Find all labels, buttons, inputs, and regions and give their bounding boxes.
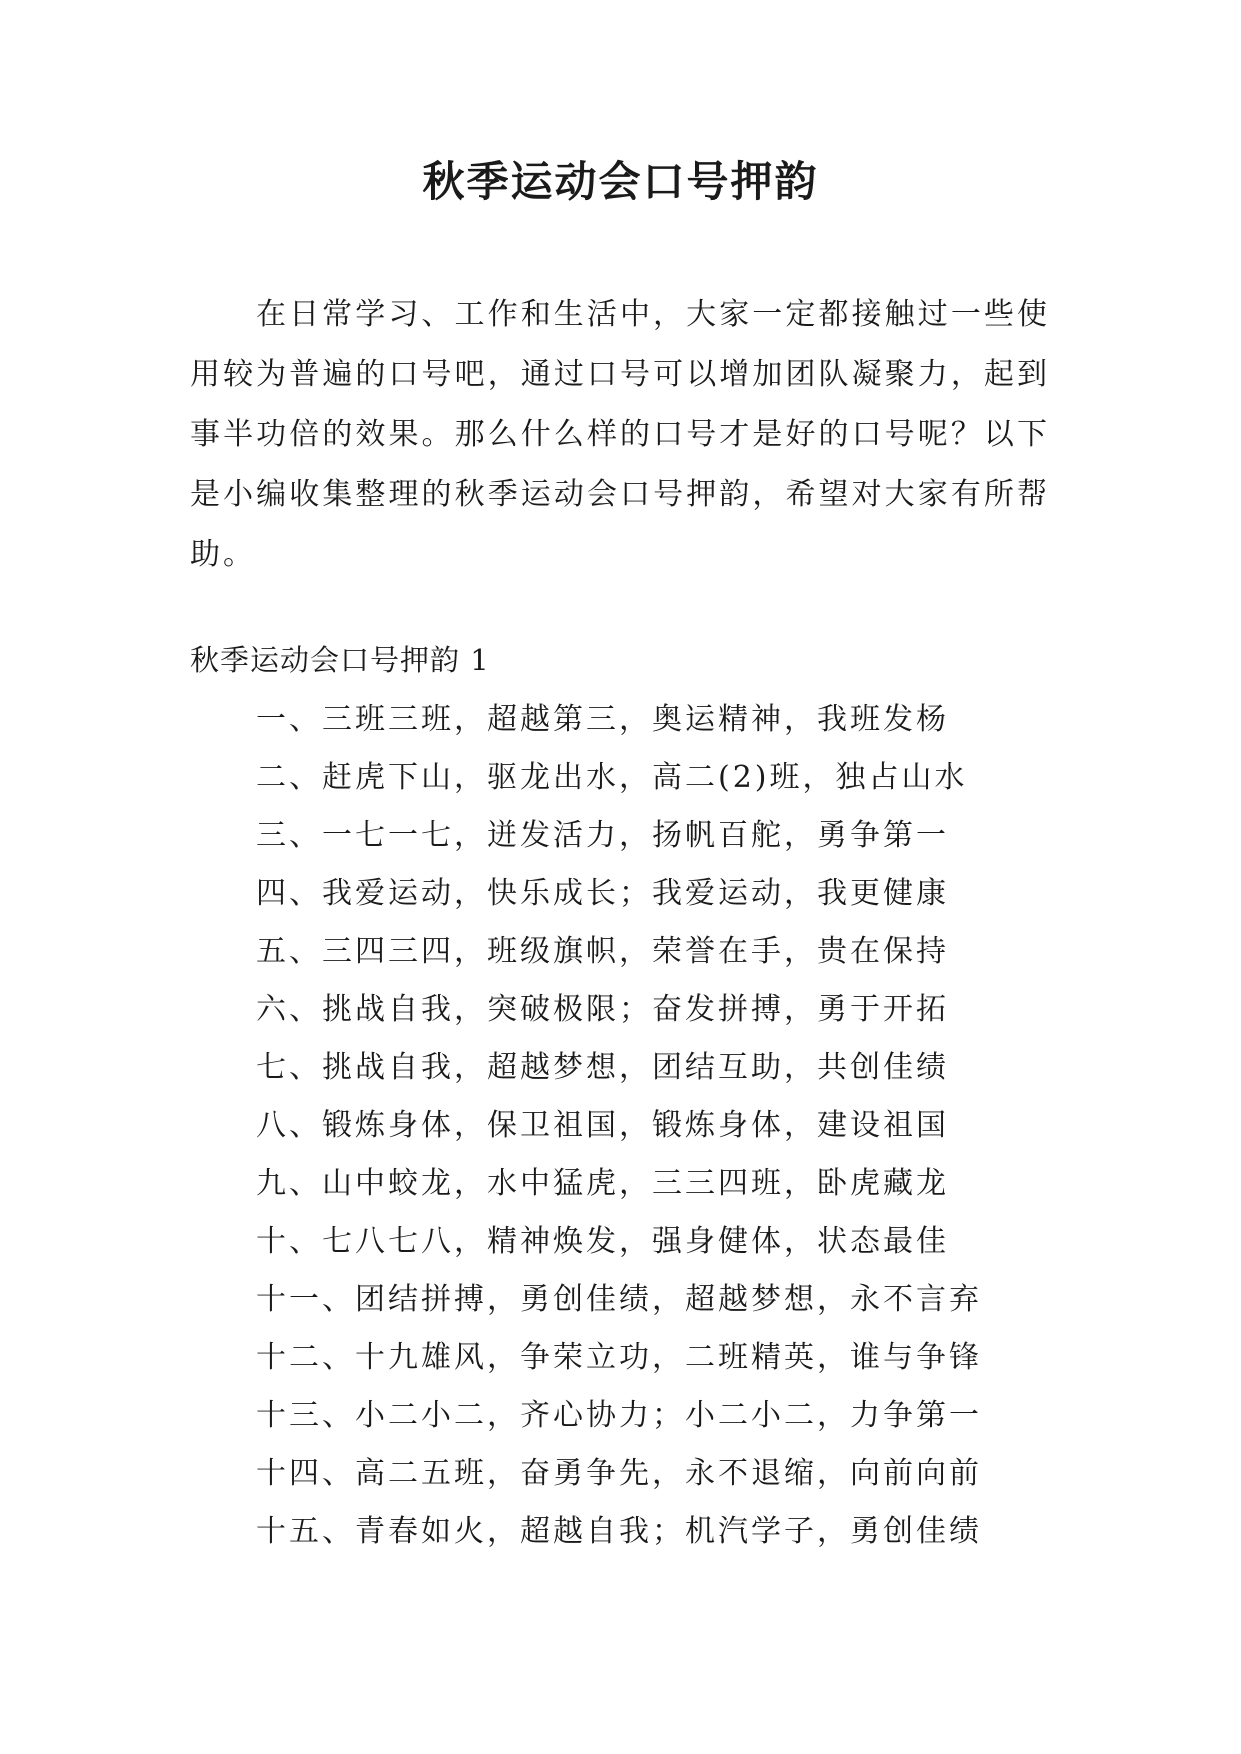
slogan-item: 四、我爱运动，快乐成长；我爱运动，我更健康 bbox=[256, 876, 949, 911]
document-title: 秋季运动会口号押韵 bbox=[422, 157, 819, 206]
slogan-item: 五、三四三四，班级旗帜，荣誉在手，贵在保持 bbox=[256, 934, 949, 969]
intro-paragraph: 在日常学习、工作和生活中，大家一定都接触过一些使用较为普遍的口号吧，通过口号可以增加团队凝聚力，起到事半功倍的效果。那么什么样的口号才是好的口号呢？以下是小编收集整理的秋季运动会口号押韵，希望对大家有所帮助。 bbox=[190, 297, 1050, 572]
slogan-list bbox=[256, 698, 982, 1568]
slogan-item: 十五、青春如火，超越自我；机汽学子，勇创佳绩 bbox=[256, 1514, 982, 1549]
slogan-item: 十、七八七八，精神焕发，强身健体，状态最佳 bbox=[256, 1224, 949, 1259]
slogan-item: 十一、团结拼搏，勇创佳绩，超越梦想，永不言弃 bbox=[256, 1282, 982, 1317]
slogan-item: 十二、十九雄风，争荣立功，二班精英，谁与争锋 bbox=[256, 1340, 982, 1375]
slogan-item: 七、挑战自我，超越梦想，团结互助，共创佳绩 bbox=[256, 1050, 949, 1085]
slogan-item: 九、山中蛟龙，水中猛虎，三三四班，卧虎藏龙 bbox=[256, 1166, 949, 1201]
slogan-item: 八、锻炼身体，保卫祖国，锻炼身体，建设祖国 bbox=[256, 1108, 949, 1143]
slogan-item: 六、挑战自我，突破极限；奋发拼搏，勇于开拓 bbox=[256, 992, 949, 1027]
slogan-item: 二、赶虎下山，驱龙出水，高二(2)班，独占山水 bbox=[256, 760, 968, 795]
slogan-item: 一、三班三班，超越第三，奥运精神，我班发杨 bbox=[256, 702, 949, 737]
section-heading: 秋季运动会口号押韵 1 bbox=[190, 643, 490, 677]
slogan-item: 三、一七一七，迸发活力，扬帆百舵，勇争第一 bbox=[256, 818, 949, 853]
slogan-item: 十三、小二小二，齐心协力；小二小二，力争第一 bbox=[256, 1398, 982, 1433]
slogan-item: 十四、高二五班，奋勇争先，永不退缩，向前向前 bbox=[256, 1456, 982, 1491]
